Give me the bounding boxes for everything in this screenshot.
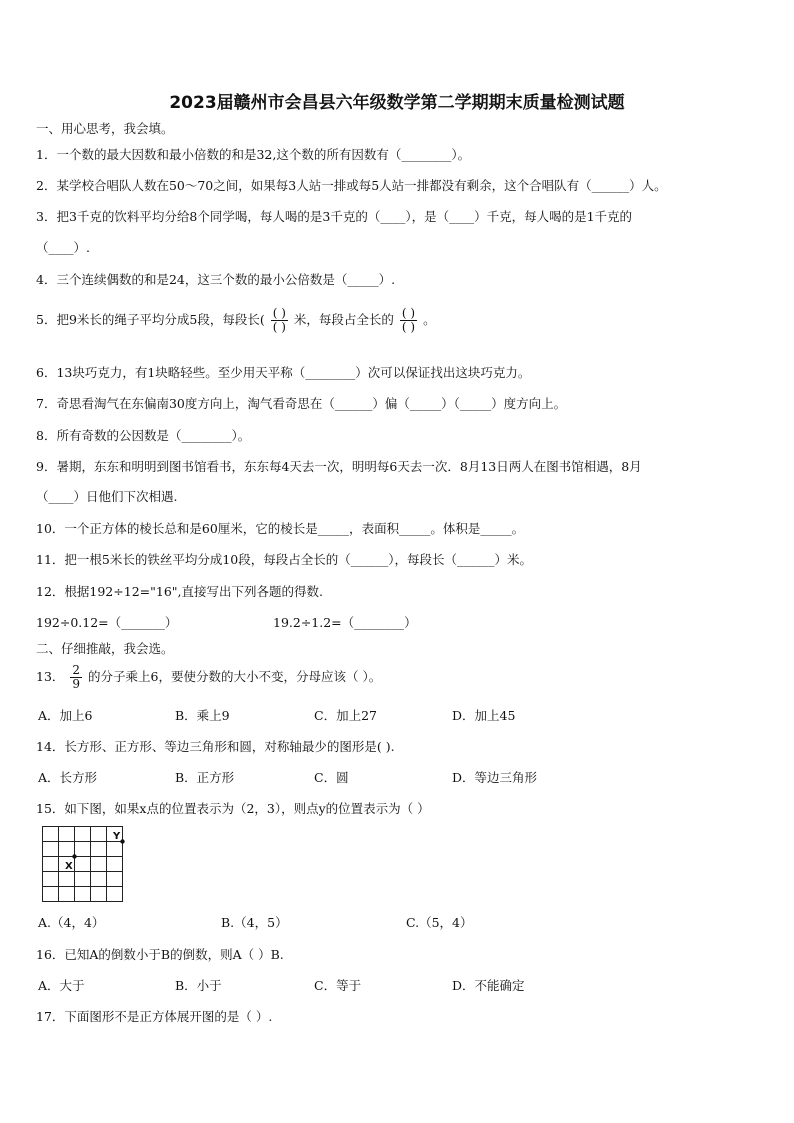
question-14: 14．长方形、正方形、等边三角形和圆，对称轴最少的图形是( ).: [36, 739, 395, 754]
q14-option-b[interactable]: B．正方形: [175, 770, 235, 785]
question-10: 10．一个正方体的棱长总和是60厘米，它的棱长是_____，表面积_____。体积是_____。: [36, 521, 525, 536]
question-13: [36, 664, 381, 691]
q15-option-b[interactable]: B.（4，5）: [221, 915, 288, 930]
q15-option-c[interactable]: C.（5，4）: [406, 915, 473, 930]
point-y: [120, 839, 124, 843]
share-fraction-numerator: ( ): [401, 306, 416, 320]
question-8: 8．所有奇数的公因数是（________）。: [36, 428, 251, 443]
question-5-prefix: 5．把9米长的绳子平均分成5段，每段长(: [36, 312, 265, 327]
question-13-denominator: 9: [72, 677, 81, 691]
q14-option-d[interactable]: D．等边三角形: [452, 770, 538, 785]
question-12-part-b: 19.2÷1.2=（________）: [273, 615, 417, 630]
question-2: 2．某学校合唱队人数在50～70之间，如果每3人站一排或每5人站一排都没有剩余，这个合唱队有（______）人。: [36, 178, 667, 193]
question-13-numerator: 2: [72, 663, 81, 677]
length-fraction-numerator: ( ): [272, 306, 286, 320]
q16-option-d[interactable]: D．不能确定: [452, 978, 525, 993]
q13-option-d[interactable]: D．加上45: [452, 708, 516, 723]
question-1: 1．一个数的最大因数和最小倍数的和是32,这个数的所有因数有（________）。: [36, 147, 471, 162]
question-13-fraction: [70, 664, 82, 691]
grid-lines: [43, 827, 123, 902]
q13-option-c[interactable]: C．加上27: [314, 708, 377, 723]
question-12-part-a: 192÷0.12=（_______）: [36, 615, 178, 630]
question-13-text: 的分子乘上6，要使分数的大小不变，分母应该（ ）。: [88, 669, 382, 684]
q16-option-c[interactable]: C．等于: [314, 978, 362, 993]
question-9-line-1: 9．暑期，东东和明明到图书馆看书，东东每4天去一次，明明每6天去一次．8月13日两人在图书馆相遇，8月: [36, 459, 642, 474]
question-6: 6．13块巧克力，有1块略轻些。至少用天平称（________）次可以保证找出这块巧克力。: [36, 365, 531, 380]
question-12: 12．根据192÷12="16",直接写出下列各题的得数.: [36, 584, 323, 599]
q16-option-a[interactable]: A．大于: [38, 978, 85, 993]
question-5: [36, 307, 436, 334]
length-fraction-denominator: ( ): [272, 320, 286, 334]
question-5-suffix: 。: [423, 312, 436, 327]
length-fraction-blank: [271, 307, 288, 334]
question-11: 11．把一根5米长的铁丝平均分成10段，每段占全长的（______），每段长（______）米。: [36, 552, 533, 567]
question-3-line-1: 3．把3千克的饮料平均分给8个同学喝，每人喝的是3千克的（____），是（____）千克，每人喝的是1千克的: [36, 209, 633, 224]
point-y-label: Y: [113, 831, 121, 842]
q13-option-a[interactable]: A．加上6: [38, 708, 93, 723]
q14-option-a[interactable]: A．长方形: [38, 770, 98, 785]
question-13-number: 13．: [36, 669, 65, 684]
section-heading-2: 二、仔细推敲，我会选。: [36, 641, 174, 656]
q13-option-b[interactable]: B．乘上9: [175, 708, 230, 723]
section-heading-1: 一、用心思考，我会填。: [36, 121, 174, 136]
question-5-middle: 米，每段占全长的: [293, 312, 394, 327]
question-4: 4．三个连续偶数的和是24，这三个数的最小公倍数是（_____）.: [36, 272, 396, 287]
share-fraction-blank: [400, 307, 417, 334]
question-3-line-2: （____）.: [36, 240, 90, 255]
q14-option-c[interactable]: C．圆: [314, 770, 349, 785]
question-17: 17．下面图形不是正方体展开图的是（ ）.: [36, 1009, 273, 1024]
share-fraction-denominator: ( ): [401, 320, 416, 334]
page-title: 2023届赣州市会昌县六年级数学第二学期期末质量检测试题: [169, 93, 625, 113]
question-7: 7．奇思看淘气在东偏南30度方向上，淘气看奇思在（______）偏（_____）（_____）度方向上。: [36, 396, 567, 411]
question-15: 15．如下图，如果x点的位置表示为（2，3），则点y的位置表示为（ ）: [36, 801, 430, 816]
coordinate-grid-figure: [42, 826, 132, 906]
question-9-line-2: （____）日他们下次相遇.: [36, 489, 178, 504]
point-x-label: X: [65, 861, 73, 872]
question-16: 16．已知A的倒数小于B的倒数，则A（ ）B.: [36, 947, 284, 962]
q16-option-b[interactable]: B．小于: [175, 978, 222, 993]
point-x: [72, 854, 76, 858]
q15-option-a[interactable]: A.（4，4）: [38, 915, 105, 930]
